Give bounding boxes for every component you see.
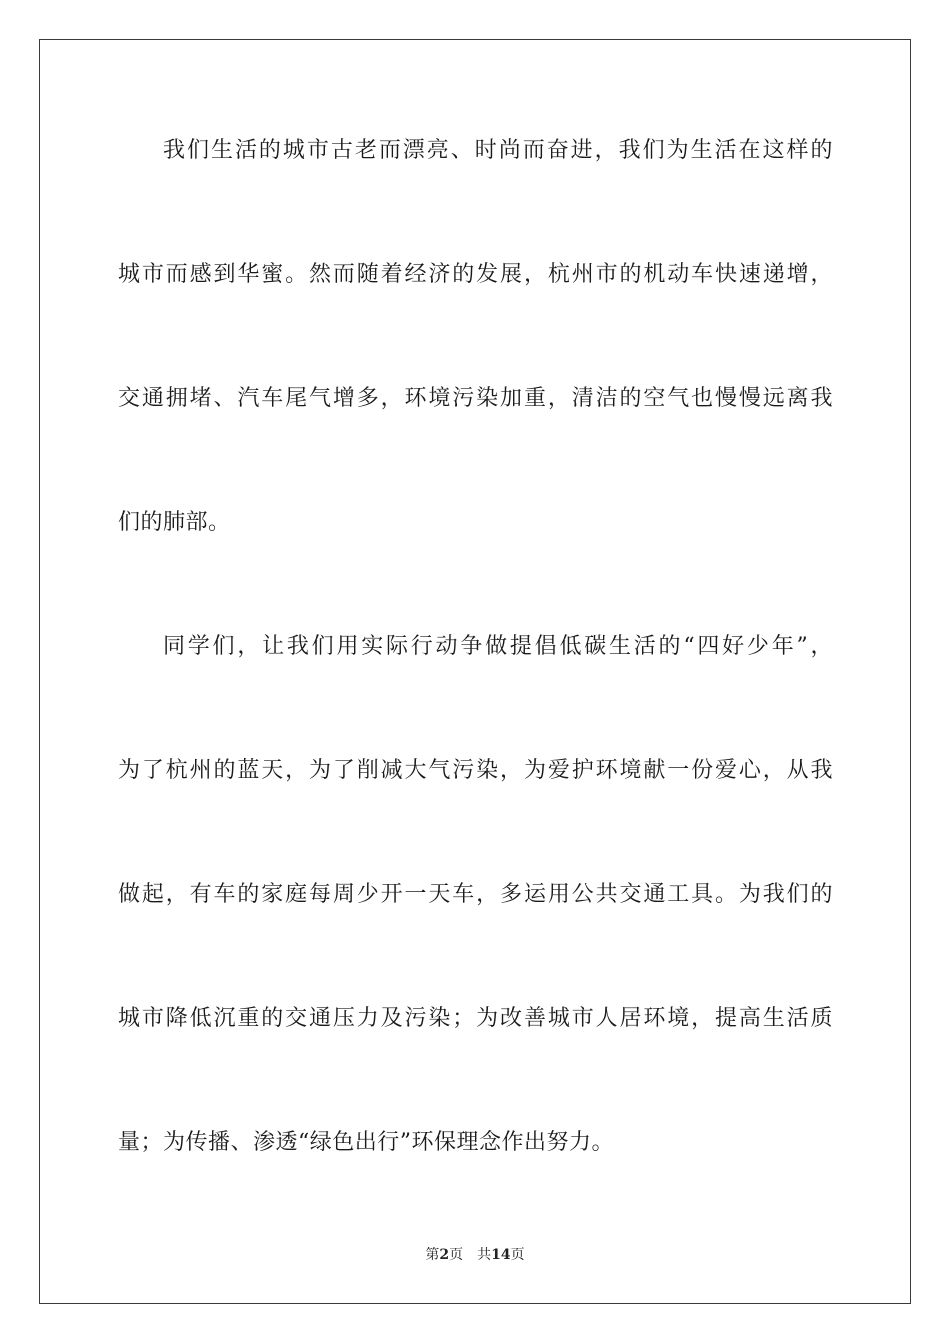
paragraph-2-line-3: 做起，有车的家庭每周少开一天车，多运用公共交通工具。为我们的 [118, 882, 833, 907]
total-pages-suffix: 页 [510, 1247, 525, 1263]
page-number: 2 [439, 1247, 450, 1263]
total-pages: 14 [491, 1247, 511, 1263]
page-number-prefix: 第 [425, 1247, 440, 1263]
page-number-suffix: 页 [449, 1247, 464, 1263]
paragraph-1-line-3: 交通拥堵、汽车尾气增多，环境污染加重，清洁的空气也慢慢远离我 [118, 386, 833, 411]
paragraph-2-line-2: 为了杭州的蓝天，为了削减大气污染，为爱护环境献一份爱心，从我 [118, 758, 833, 783]
paragraph-2-line-4: 城市降低沉重的交通压力及污染；为改善城市人居环境，提高生活质 [118, 1006, 833, 1031]
paragraph-1-line-1: 我们生活的城市古老而漂亮、时尚而奋进，我们为生活在这样的 [163, 138, 833, 163]
paragraph-1-line-2: 城市而感到华蜜。然而随着经济的发展，杭州市的机动车快速递增， [118, 262, 833, 287]
page-border [39, 39, 911, 1304]
total-pages-prefix: 共 [477, 1247, 492, 1263]
paragraph-1-line-4: 们的肺部。 [118, 510, 231, 535]
paragraph-2-line-1: 同学们，让我们用实际行动争做提倡低碳生活的“四好少年”， [163, 634, 833, 659]
paragraph-2-line-5: 量；为传播、渗透“绿色出行”环保理念作出努力。 [118, 1130, 614, 1155]
page-footer [0, 1245, 950, 1265]
